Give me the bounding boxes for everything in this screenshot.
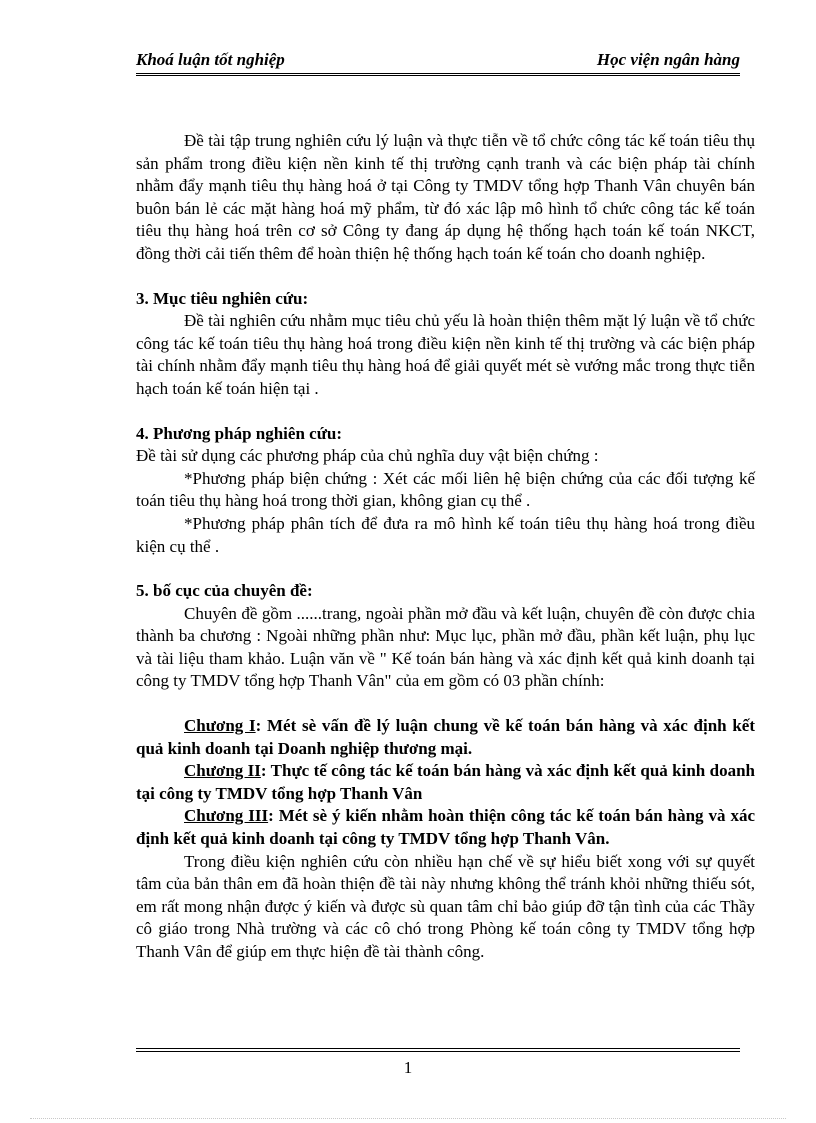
page-bottom-border — [30, 1118, 786, 1119]
header-rule — [136, 73, 740, 76]
header-left-title: Khoá luận tốt nghiệp — [136, 50, 285, 69]
chapter-2-entry — [136, 760, 755, 805]
document-body — [136, 130, 755, 964]
chapter-1-label: Chương I — [184, 716, 256, 736]
chapter-3-label: Chương III — [184, 806, 269, 826]
header-right-title: Học viện ngân hàng — [596, 50, 740, 69]
chapter-3-entry — [136, 805, 755, 850]
closing-paragraph: Trong điều kiện nghiên cứu còn nhiều hạn chế về sự hiểu biết xong với sự quyết tâm của bản thân em đã hoàn thiện đề tài này nhưng không thể tránh khỏi những thiếu sót, em rất mong nhận được ý kiến và được sù quan tâm chỉ bảo giúp đỡ tận tình của các Thầy cô giáo trong Nhà trường và các cô chó trong Phòng kế toán công ty TMDV tổng hợp Thanh Vân để giúp em thực hiện đề tài thành công. — [136, 851, 755, 961]
section-5-heading: 5. bố cục của chuyên đề: — [136, 581, 313, 601]
section-4-method-2: *Phương pháp phân tích để đưa ra mô hình kế toán tiêu thụ hàng hoá trong điều kiện cụ thể . — [136, 513, 755, 556]
footer-rule — [136, 1048, 740, 1052]
section-3-paragraph: Đề tài nghiên cứu nhằm mục tiêu chủ yếu là hoàn thiện thêm mặt lý luận về tổ chức công tác kế toán tiêu thụ hàng hoá trong điều kiện nền kinh tế thị trường và các biện pháp tài chính nhằm đẩy mạnh tiêu thụ hàng hoá để giải quyết mét sè vướng mắc trong thực tiễn hạch toán kế toán hiện tại . — [136, 311, 755, 398]
page-number: 1 — [403, 1058, 413, 1077]
chapter-2-label: Chương II — [184, 761, 261, 781]
section-4-intro: Đề tài sử dụng các phương pháp của chủ nghĩa duy vật biện chứng : — [136, 446, 599, 466]
chapter-1-text: : Mét sè vấn đề lý luận chung về kế toán bán hàng và xác định kết quả kinh doanh tại Doanh nghiệp thương mại. — [136, 716, 755, 758]
section-4-method-1: *Phương pháp biện chứng : Xét các mối liên hệ biện chứng của các đối tượng kế toán tiêu thụ hàng hoá trong thời gian, không gian cụ thể . — [136, 468, 755, 511]
chapter-2-text: : Thực tế công tác kế toán bán hàng và xác định kết quả kinh doanh tại công ty TMDV tổng hợp Thanh Vân — [136, 761, 755, 803]
page-header — [136, 50, 740, 74]
section-4-heading: 4. Phương pháp nghiên cứu: — [136, 423, 343, 443]
intro-paragraph: Đề tài tập trung nghiên cứu lý luận và thực tiễn về tổ chức công tác kế toán tiêu thụ sản phẩm trong điều kiện nền kinh tế thị trường cạnh tranh và các biện pháp tài chính nhằm đẩy mạnh tiêu thụ hàng hoá ở tại Công ty TMDV tổng hợp Thanh Vân chuyên bán buôn bán lẻ các mặt hàng hoá mỹ phẩm, từ đó xác lập mô hình tổ chức công tác kế toán tiêu thụ hàng hoá trên cơ sở Công ty đang áp dụng hệ thống hạch toán kế toán NKCT, đồng thời cải tiến thêm để hoàn thiện hệ thống hạch toán kế toán cho doanh nghiệp. — [136, 131, 755, 263]
chapter-1-entry — [136, 715, 755, 760]
chapter-3-text: : Mét sè ý kiến nhằm hoàn thiện công tác kế toán bán hàng và xác định kết quả kinh doanh tại công ty TMDV tổng hợp Thanh Vân. — [136, 806, 755, 849]
section-3-heading: 3. Mục tiêu nghiên cứu: — [136, 288, 309, 308]
section-5-paragraph: Chuyên đề gồm ......trang, ngoài phần mở đầu và kết luận, chuyên đề còn được chia thành ba chương : Ngoài những phần như: Mục lục, phần mở đầu, phần kết luận, phụ lục và tài liệu tham khảo. Luận văn về " Kế toán bán hàng và xác định kết quả kinh doanh tại công ty TMDV tổng hợp Thanh Vân" của em gồm có 03 phần chính: — [136, 603, 755, 691]
